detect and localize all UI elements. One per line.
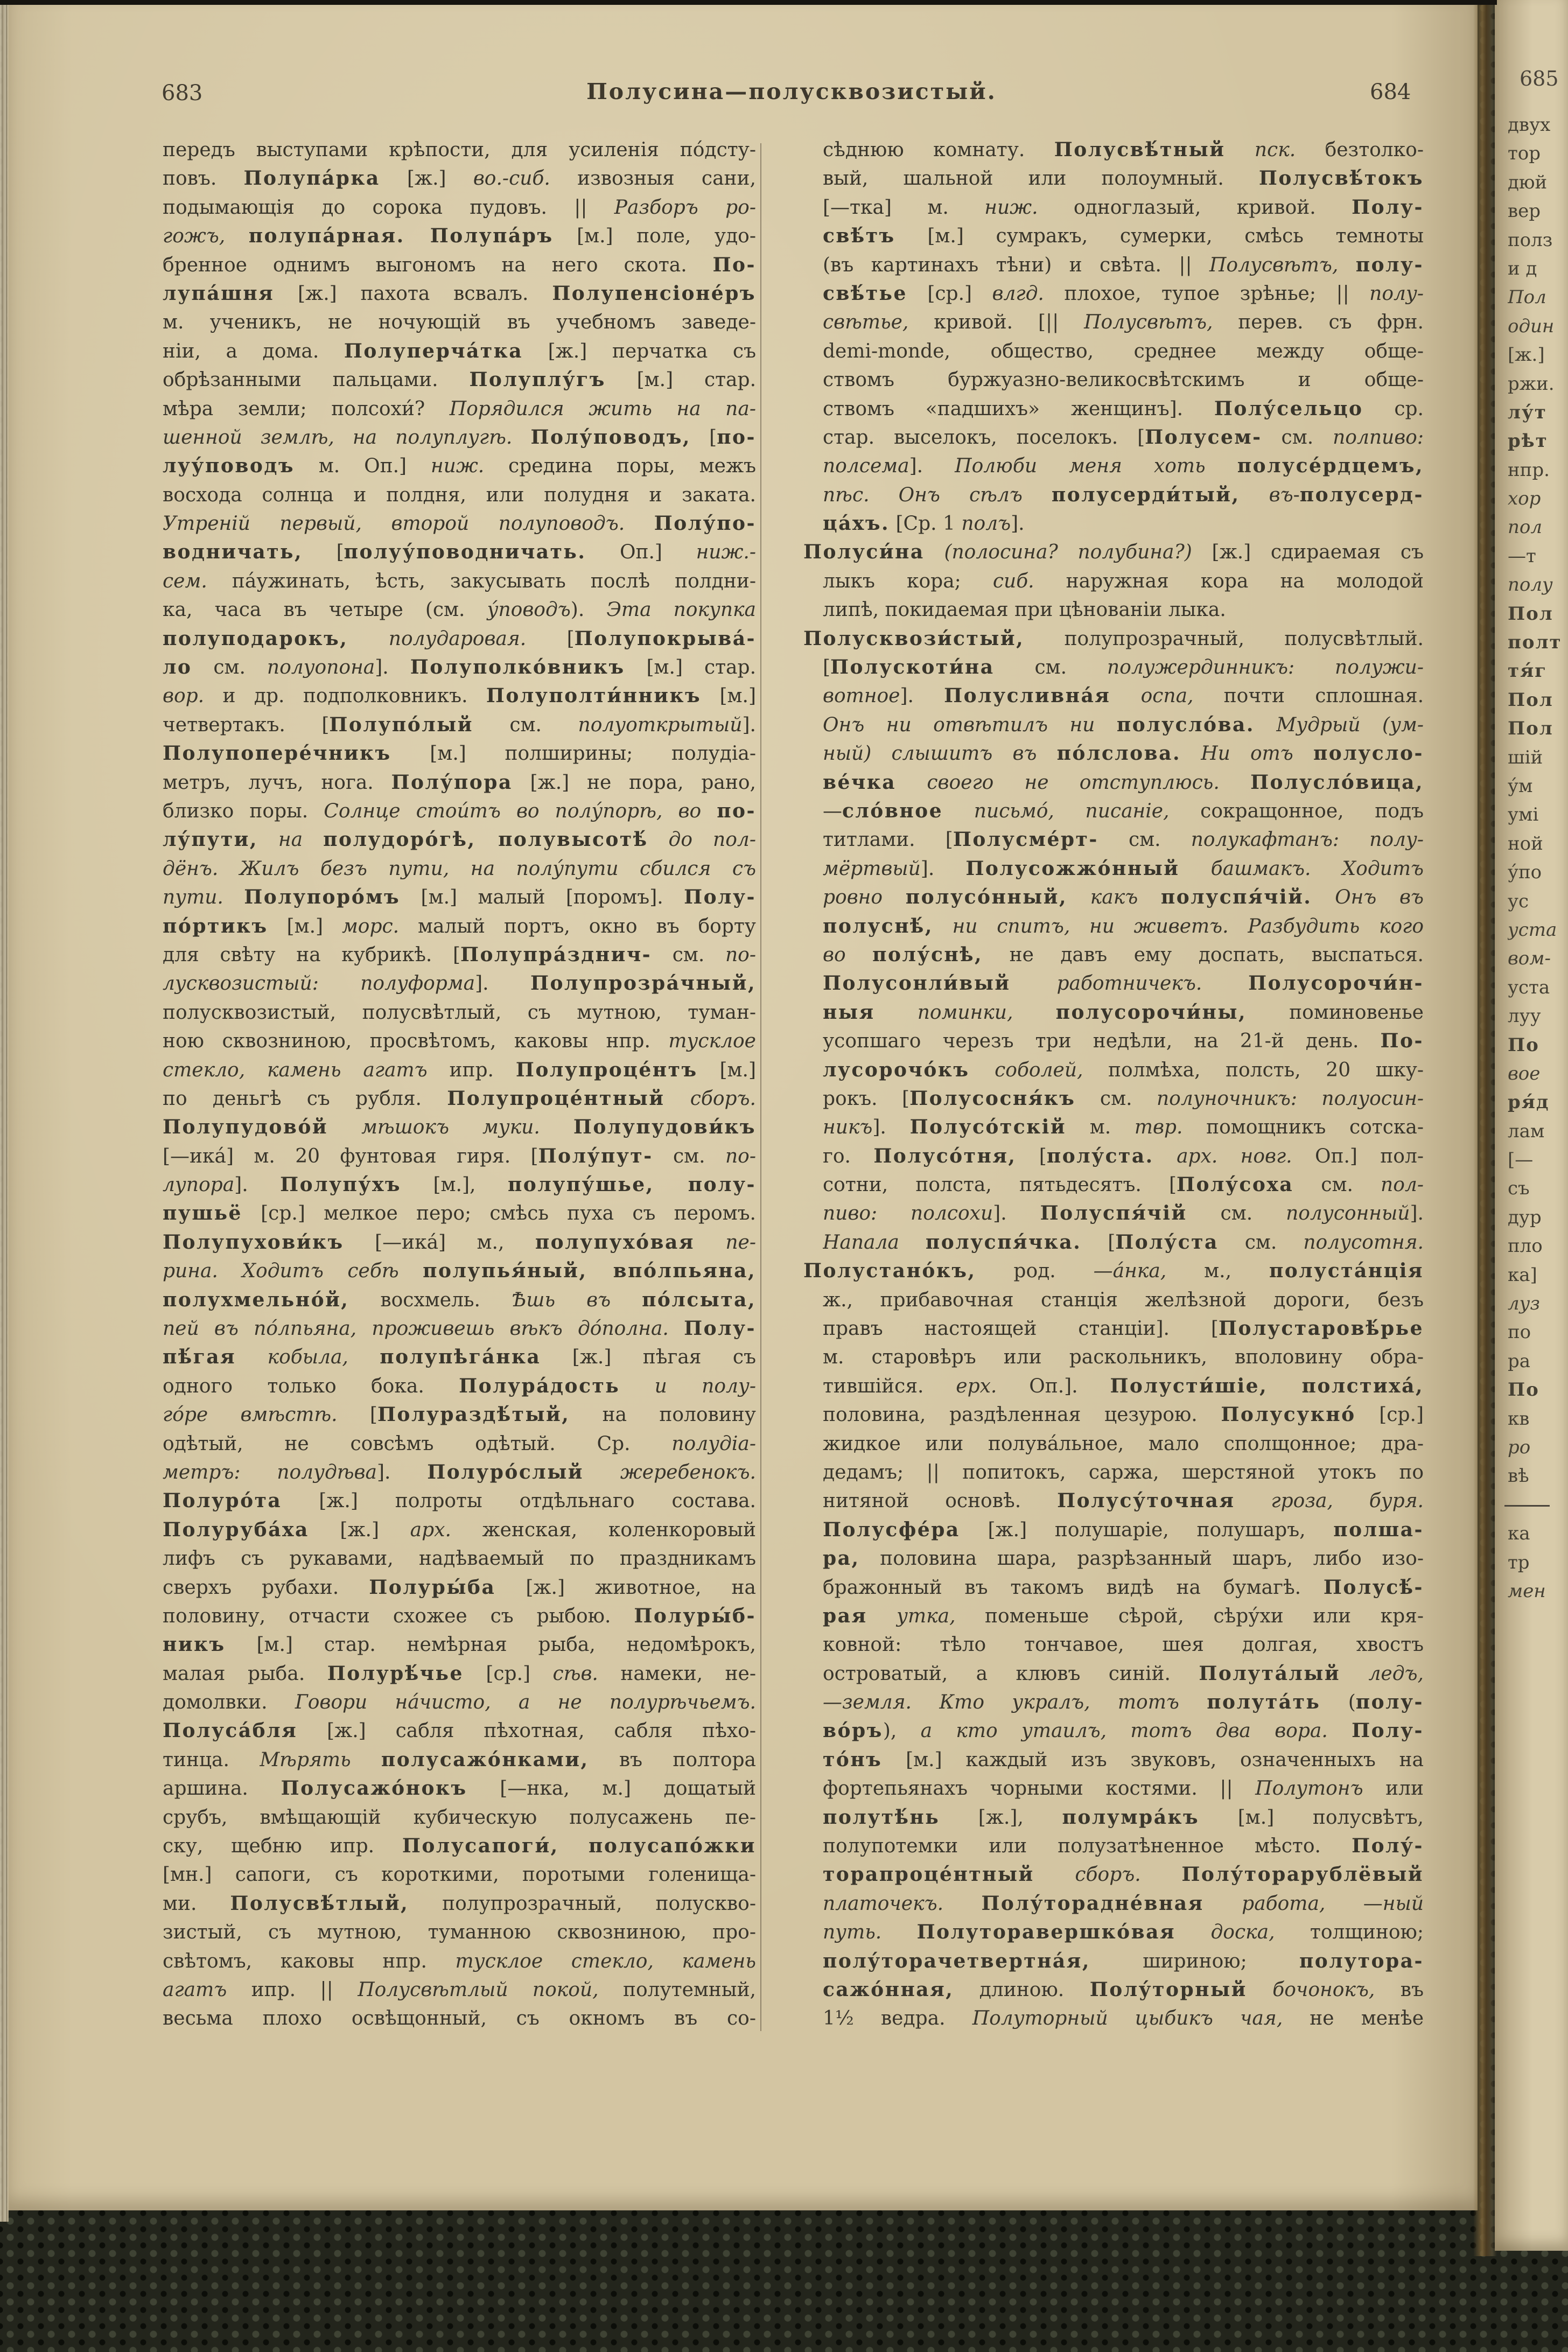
text-line: подымающія до сорока пудовъ. || Разборъ ро- (163, 196, 756, 219)
text-line: Утреній первый, второй полуповодъ. Полу́по- (163, 512, 756, 535)
side-text-fragment: По (1508, 1379, 1539, 1401)
side-text-fragment: луу (1508, 1005, 1541, 1027)
text-line: ный) слышитъ въ по́лслова. Ни отъ полусло- (823, 742, 1424, 765)
text-line: ж., прибавочная станція желѣзной дороги, безъ (823, 1289, 1424, 1311)
side-text-fragment: по (1508, 1321, 1531, 1343)
page-number-right: 684 (1370, 80, 1411, 104)
text-line: малая рыба. Полурѣ́чье [ср.] сѣв. намеки, не- (163, 1662, 756, 1685)
page-number-side: 685 (1520, 67, 1559, 90)
text-line: лусорочо́къ соболей, полмѣха, полсть, 20 шку- (823, 1058, 1424, 1081)
text-line: гожъ, полупа́рная. Полупа́ръ [м.] поле, удо- (163, 225, 756, 248)
text-line: домолвки. Говори на́чисто, а не полурѣчьемъ. (163, 1691, 756, 1714)
side-text-fragment: тор (1508, 143, 1541, 165)
text-line: одѣтый, не совсѣмъ одѣтый. Ср. полудіа- (163, 1432, 756, 1455)
text-line: ровно полусо́нный, какъ полуспя́чій. Онъ въ (823, 886, 1424, 909)
text-line: мѣра земли; полсохи́? Порядился жить на па- (163, 397, 756, 420)
text-line: полсема]. Полюби меня хоть полусе́рдцемъ, (823, 454, 1424, 478)
side-text-fragment: и д (1508, 257, 1537, 279)
text-line: Полуро́та [ж.] полроты отдѣльнаго состава. (163, 1489, 756, 1513)
text-line: стекло, камень агатъ ипр. Полупроце́нтъ [м.] (163, 1058, 756, 1081)
text-line: липѣ, покидаемая при цѣнованіи лыка. (823, 599, 1226, 621)
text-line: го. Полусо́тня, [полу́ста. арх. новг. Оп.] пол- (823, 1144, 1424, 1167)
text-line: для свѣту на кубрикѣ. [Полупра́зднич- см. по- (163, 943, 756, 966)
text-line: рина. Ходитъ себѣ полупья́ный, впо́лпьяна, (163, 1259, 756, 1283)
text-line: пей въ по́лпьяна, проживешь вѣкъ до́полна. Полу- (163, 1317, 756, 1340)
text-line: свѣ́тъ [м.] сумракъ, сумерки, смѣсь темноты (823, 225, 1424, 248)
side-text-fragment: кв (1508, 1408, 1530, 1430)
text-line: лупора]. Полупу́хъ [м.], полупу́шье, полу- (163, 1173, 756, 1196)
text-line: Полуси́на (полосина? полубина?) [ж.] сдираемая съ (803, 541, 1424, 564)
text-line: ми. Полусвѣ́тлый, полупрозрачный, полускво- (163, 1892, 756, 1915)
text-line: ску, щебню ипр. Полусапоги́, полусапо́жки (163, 1835, 756, 1858)
text-line: мёртвый]. Полусожжо́нный башмакъ. Ходитъ (823, 857, 1424, 880)
side-page-fragments (1508, 111, 1568, 1606)
side-text-fragment: луз (1508, 1293, 1540, 1315)
side-text-fragment: вѣ (1508, 1465, 1529, 1487)
text-line: водничать, [полуу́поводничать. Оп.] ниж.- (163, 541, 756, 564)
text-line: м. ученикъ, не ночующій въ учебномъ заведе- (163, 311, 756, 334)
text-line: весьма плохо освѣщонный, съ окномъ въ со- (163, 2007, 756, 2030)
text-line: м. старовѣръ или раскольникъ, вполовину обра- (823, 1346, 1424, 1369)
text-line: срубъ, вмѣщающій кубическую полусажень пе- (163, 1806, 756, 1829)
right-column (803, 136, 1424, 2033)
text-line: —земля. Кто укралъ, тотъ полута́ть (полу- (823, 1691, 1424, 1714)
text-line: по деньгѣ съ рубля. Полупроце́нтный сборъ. (163, 1087, 756, 1110)
text-line: стар. выселокъ, поселокъ. [Полусем- см. полпиво: (823, 425, 1424, 449)
text-line: Полустано́къ, род. —а́нка, м., полуста́нція (803, 1259, 1424, 1283)
side-text-fragment: тр (1508, 1551, 1530, 1573)
text-line: сѣднюю комнату. Полусвѣ́тный пск. безтолко- (823, 138, 1424, 161)
text-line: дёнъ. Жилъ безъ пути, на полу́пути сбился съ (163, 857, 756, 880)
side-text-fragment: у́м (1508, 775, 1533, 797)
text-line: 1½ ведра. Полуторный цыбикъ чая, не менѣе (823, 2007, 1424, 2030)
text-line: [Полускоти́на см. полужердинникъ: полужи- (823, 656, 1424, 679)
side-text-fragment: ря́д (1508, 1091, 1550, 1114)
text-line: полуподарокъ, полударовая. [Полупокрыва́- (163, 627, 756, 650)
text-line: во полу́снѣ, не давъ ему доспать, выспаться. (823, 943, 1424, 966)
text-line: ною сквозниною, просвѣтомъ, каковы нпр. тусклое (163, 1030, 756, 1053)
text-line: полусквозистый, полусвѣтлый, съ мутною, туман- (163, 1001, 756, 1024)
text-line: лыкъ кора; сиб. наружная кора на молодой (823, 570, 1424, 592)
side-text-fragment: Пол (1508, 603, 1553, 625)
text-line: полу́торачетвертна́я, шириною; полутора- (823, 1949, 1424, 1972)
page-number-left: 683 (162, 81, 203, 106)
text-line: метръ, лучъ, нога. Полу́пора [ж.] не пора, рано, (163, 771, 756, 794)
text-line: сотни, полста, пятьдесятъ. [Полу́соха см. пол- (823, 1173, 1424, 1196)
footnote-separator (1508, 1491, 1568, 1520)
text-line: аршина. Полусажо́нокъ [—нка, м.] дощатый (163, 1777, 756, 1800)
text-line: сем. па́ужинать, ѣсть, закусывать послѣ полдни- (163, 570, 756, 592)
side-text-fragment: нпр. (1508, 459, 1550, 481)
text-line: во́ръ), а кто утаилъ, тотъ два вора. Полу- (823, 1719, 1424, 1742)
side-text-fragment: полт (1508, 632, 1562, 654)
text-line: лифъ съ рукавами, надѣваемый по праздникамъ (163, 1548, 756, 1570)
text-line: Полупопере́чникъ [м.] полширины; полудіа- (163, 742, 756, 765)
side-text-fragment: вом- (1508, 948, 1551, 970)
page-header-title: Полусина—полусквозистый. (586, 79, 997, 104)
side-text-fragment: Пол (1508, 286, 1546, 309)
text-line: го́ре вмѣстѣ. [Полураздѣ́тый, на половину (163, 1403, 756, 1426)
side-text-fragment: вер (1508, 200, 1541, 222)
text-line: ствомъ буржуазно-великосвѣтскимъ и обще- (823, 369, 1424, 391)
text-line: пѣ́гая кобыла, полупѣга́нка [ж.] пѣгая съ (163, 1346, 756, 1369)
text-line: пѣс. Онъ сѣлъ полусерди́тый, въ-полусерд- (823, 483, 1424, 506)
side-text-fragment: вое (1508, 1062, 1541, 1084)
text-line: лусквозистый: полуформа]. Полупрозра́чный, (163, 972, 756, 995)
text-line: Напала полуспя́чка. [Полу́ста см. полусотня. (823, 1230, 1424, 1254)
text-line: Полуруба́ха [ж.] арх. женская, коленкоровый (163, 1518, 756, 1541)
side-text-fragment: рѣт (1508, 430, 1548, 452)
side-text-fragment: ной (1508, 832, 1543, 855)
text-line: полупотемки или полузатѣненное мѣсто. Полу́- (823, 1835, 1424, 1858)
text-line: ве́чка своего не отступлюсь. Полусло́вица, (823, 771, 1424, 794)
text-line: зистый, съ мутною, туманною сквозниною, про- (163, 1921, 756, 1944)
text-line: рая утка, поменьше сѣрой, сѣру́хи или кря- (823, 1604, 1424, 1627)
side-text-fragment: тя́г (1508, 660, 1548, 682)
side-text-fragment: съ (1508, 1178, 1530, 1200)
text-line: Полупухови́къ [—ика́] м., полупухо́вая пе- (163, 1230, 756, 1254)
text-line: пиво: полсохи]. Полуспя́чій см. полусонный]. (823, 1202, 1424, 1225)
text-line: ло см. полуопона]. Полуполко́вникъ [м.] стар. (163, 656, 756, 679)
text-line: фортепьянахъ чорными костями. || Полутонъ или (823, 1777, 1424, 1800)
side-text-fragment: умі (1508, 804, 1539, 826)
text-line: Полупудово́й мѣшокъ муки. Полупудови́къ (163, 1116, 756, 1139)
text-line: demi-monde, общество, среднее между обще- (823, 340, 1424, 362)
text-line: рокъ. [Полусосня́къ см. полуночникъ: полуосин- (823, 1087, 1424, 1110)
text-line: сверхъ рубахи. Полуры́ба [ж.] животное, на (163, 1576, 756, 1599)
text-line: полухмельно́й, восхмель. Ѣшь въ по́лсыта, (163, 1288, 756, 1311)
text-line: передъ выступами крѣпости, для усиленія по́дсту- (163, 139, 756, 161)
text-line: лупа́шня [ж.] пахота всвалъ. Полупенсіоне́ръ (163, 282, 756, 305)
side-page (1495, 0, 1568, 2251)
text-line: ковной: тѣло тончавое, шея долгая, хвостъ (823, 1634, 1424, 1656)
side-text-fragment: дюй (1508, 171, 1548, 193)
text-line: свѣтомъ, каковы нпр. тусклое стекло, камень (163, 1950, 756, 1972)
text-line: пути. Полупоро́мъ [м.] малый [поромъ]. Полу- (163, 886, 756, 909)
text-line: луу́поводъ м. Оп.] ниж. средина поры, межъ (163, 454, 756, 478)
side-text-fragment: мен (1508, 1580, 1546, 1602)
text-line: бражонный въ такомъ видѣ на бумагѣ. Полусѣ́- (823, 1576, 1424, 1599)
side-text-fragment: пол (1508, 516, 1543, 538)
text-line: правъ настоящей станціи]. [Полустаровѣ́рье (823, 1317, 1424, 1340)
text-line: полутѣ́нь [ж.], полумра́къ [м.] полусвѣтъ, (823, 1805, 1424, 1829)
text-line: обрѣзанными пальцами. Полуплу́гъ [м.] стар. (163, 368, 756, 391)
text-line: близко поры. Солнце стои́тъ во полу́порѣ, во по- (163, 799, 756, 822)
text-line: Полусквози́стый, полупрозрачный, полусвѣтлый. (803, 627, 1424, 650)
side-text-fragment: ка] (1508, 1264, 1537, 1286)
text-line: [мн.] сапоги, съ короткими, поротыми голенища- (163, 1864, 756, 1886)
text-line: то́нъ [м.] каждый изъ звуковъ, означенныхъ на (823, 1748, 1424, 1771)
book-gutter-shadow (1473, 0, 1497, 2256)
left-column (163, 136, 756, 2033)
text-line: жидкое или полува́льное, мало сполщонное; дра- (823, 1432, 1424, 1455)
text-line: бренное однимъ выгономъ на него скота. По- (163, 253, 756, 276)
text-line: ка, часа въ четыре (см. у́поводъ). Эта покупка (163, 599, 756, 621)
side-text-fragment: двух (1508, 114, 1551, 136)
text-line: дедамъ; || попитокъ, саржа, шерстяной утокъ по (823, 1461, 1424, 1483)
text-line: четвертакъ. [Полупо́лый см. полуоткрытый]. (163, 713, 756, 736)
text-line: вор. и др. подполковникъ. Полуполти́нникъ [м.] (163, 684, 756, 708)
side-text-fragment: [— (1508, 1149, 1534, 1171)
text-line: по́ртикъ [м.] морс. малый портъ, окно въ борту (163, 914, 756, 937)
text-line: ца́хъ. [Ср. 1 полъ]. (823, 512, 1025, 535)
text-line: ствомъ «падшихъ» женщинъ]. Полу́сельцо ср. (823, 397, 1424, 420)
text-line: —сло́вное письмо́, писаніе, сокращонное, подъ (823, 799, 1424, 822)
text-line: [—тка] м. ниж. одноглазый, кривой. Полу- (823, 195, 1424, 219)
text-line: Полусонли́вый работничекъ. Полусорочи́н- (823, 972, 1424, 995)
text-line: тившійся. ерх. Оп.]. Полусти́шіе, полстиха́, (823, 1374, 1424, 1397)
side-text-fragment: шій (1508, 746, 1543, 768)
column-divider (760, 143, 761, 2031)
text-line: агатъ ипр. || Полусвѣтлый покой, полутемный, (163, 1979, 756, 2001)
text-line: свѣтье, кривой. [|| Полусвѣтъ, перев. съ фрн. (823, 311, 1424, 334)
text-line: (въ картинахъ тѣни) и свѣта. || Полусвѣтъ, полу- (823, 253, 1424, 276)
text-line: сажо́нная, длиною. Полу́торный бочонокъ, въ (823, 1978, 1424, 2001)
text-line: никъ]. Полусо́тскій м. твр. помощникъ сотска- (823, 1116, 1424, 1139)
text-line: никъ [м.] стар. немѣрная рыба, недомѣрокъ, (163, 1633, 756, 1656)
side-text-fragment: уста (1508, 919, 1557, 941)
text-line: половину, отчасти схожее съ рыбою. Полуры́б- (163, 1604, 756, 1627)
side-text-fragment: уста (1508, 976, 1550, 998)
side-text-fragment: ус (1508, 890, 1529, 912)
side-text-fragment: Пол (1508, 718, 1553, 740)
text-line: свѣ́тье [ср.] влгд. плохое, тупое зрѣнье; || полу- (823, 282, 1424, 305)
text-line: лу́пути, на полудоро́гѣ, полувысотѣ́ до пол- (163, 828, 756, 851)
text-line: метръ: полудѣва]. Полуро́слый жеребенокъ. (163, 1460, 756, 1483)
page-stack-edge (0, 3, 9, 2222)
text-line: ныя поминки, полусорочи́ны, поминовенье (823, 1000, 1424, 1024)
text-line: вотное]. Полусливна́я оспа, почти сплошная. (823, 684, 1424, 708)
text-line: торапроце́нтный сборъ. Полу́торарублёвый (823, 1863, 1424, 1886)
text-line: Онъ ни отвѣтилъ ни полусло́ва. Мудрый (ум- (823, 713, 1424, 736)
side-text-fragment: По (1508, 1034, 1539, 1056)
text-line: половина, раздѣленная цезурою. Полусукно́ [ср.] (823, 1403, 1424, 1426)
side-text-fragment: лам (1508, 1120, 1545, 1142)
side-text-fragment: ржи. (1508, 373, 1555, 395)
text-line: шенной землѣ, на полуплугѣ. Полу́поводъ, [по- (163, 425, 756, 449)
text-line: Полуса́бля [ж.] сабля пѣхотная, сабля пѣхо- (163, 1719, 756, 1742)
side-text-fragment: пло (1508, 1235, 1543, 1257)
side-text-fragment: —т (1508, 545, 1536, 567)
text-line: нитяной основѣ. Полусу́точная гроза, буря. (823, 1489, 1424, 1513)
text-line: полуснѣ́, ни спитъ, ни живетъ. Разбудить кого (823, 914, 1424, 937)
side-text-fragment: полу (1508, 574, 1553, 596)
side-text-fragment: Пол (1508, 689, 1553, 711)
text-line: восхода солнца и полдня, или полудня и заката. (163, 484, 756, 506)
side-text-fragment: один (1508, 315, 1555, 337)
text-line: ра, половина шара, разрѣзанный шаръ, либо изо- (823, 1547, 1424, 1570)
side-text-fragment: у́по (1508, 862, 1542, 884)
text-line: тинца. Мѣрять полусажо́нками, въ полтора (163, 1748, 756, 1771)
side-text-fragment: полз (1508, 229, 1553, 251)
text-line: платочекъ. Полу́торадне́вная работа, —ный (823, 1892, 1424, 1915)
side-text-fragment: ро (1508, 1436, 1531, 1458)
text-line: путь. Полуторавершко́вая доска, толщиною; (823, 1921, 1424, 1944)
binding-edge-top (0, 0, 1497, 5)
text-line: [—ика́] м. 20 фунтовая гиря. [Полу́пут- см. по- (163, 1144, 756, 1167)
text-line: усопшаго черезъ три недѣли, на 21-й день. По- (823, 1030, 1424, 1053)
text-line: вый, шальной или полоумный. Полусвѣ́токъ (823, 167, 1424, 190)
side-text-fragment: [ж.] (1508, 344, 1545, 366)
text-line: титлами. [Полусме́рт- см. полукафтанъ: полу- (823, 828, 1424, 851)
text-line: островатый, а клювъ синій. Полута́лый ледъ, (823, 1662, 1424, 1685)
side-text-fragment: ра (1508, 1350, 1531, 1372)
text-line: ніи, а дома. Полуперча́тка [ж.] перчатка съ (163, 339, 756, 362)
side-text-fragment: лу́т (1508, 401, 1547, 423)
side-text-fragment: хор (1508, 488, 1541, 510)
side-text-fragment: ка (1508, 1523, 1530, 1545)
text-line: пушьё [ср.] мелкое перо; смѣсь пуха съ перомъ. (163, 1202, 756, 1225)
text-line: одного только бока. Полура́дость и полу- (163, 1374, 756, 1397)
side-text-fragment: дур (1508, 1206, 1542, 1228)
text-line: повъ. Полупа́рка [ж.] во.-сиб. извозныя сани, (163, 167, 756, 190)
text-line: Полусфе́ра [ж.] полушаріе, полушаръ, полша- (823, 1518, 1424, 1541)
